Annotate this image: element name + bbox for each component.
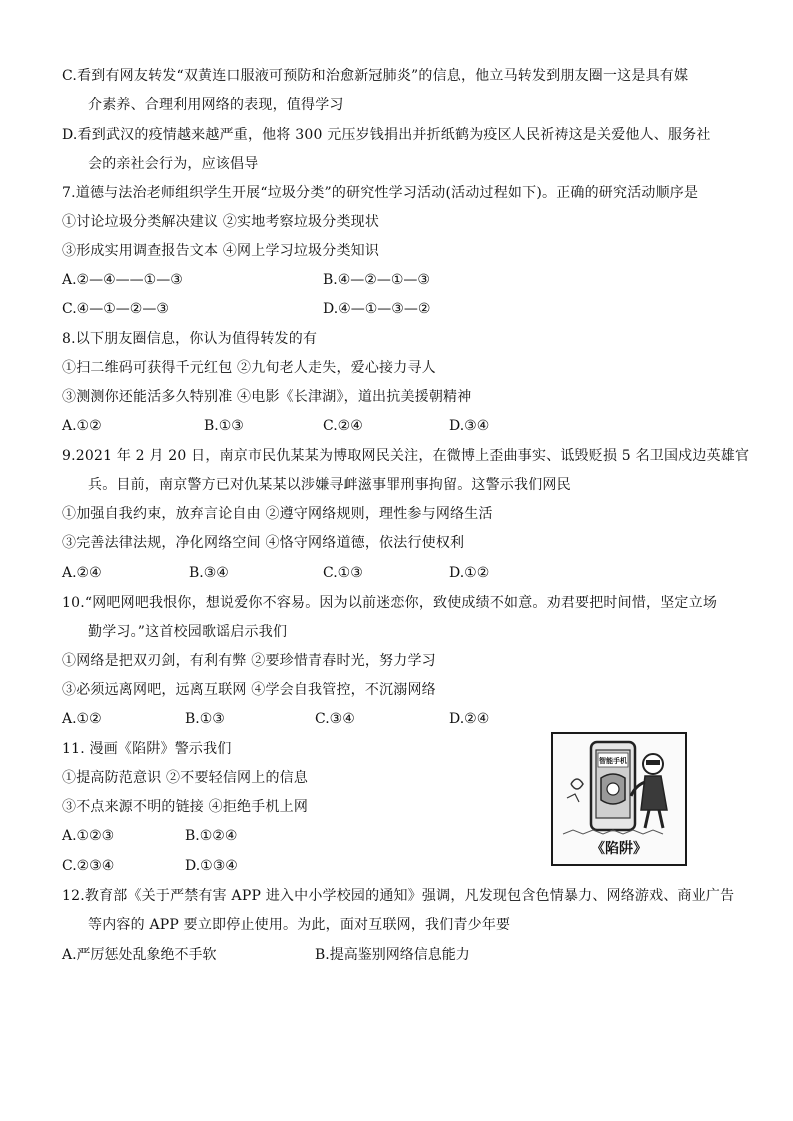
q7-statements-1: ①讨论垃圾分类解决建议 ②实地考察垃圾分类现状 [62,214,380,230]
q6-option-d-line2: 会的亲社会行为，应该倡导 [88,156,259,172]
q11-stem: 11. 漫画《陷阱》警示我们 [62,741,232,757]
person-sunglasses [646,760,660,765]
q9-option-c: C.①③ [323,565,363,581]
q10-option-c: C.③④ [315,711,355,727]
q10-stem-line1: 10.“网吧网吧我恨你，想说爱你不容易。因为以前迷恋你，致使成绩不如意。劝君要把时间惜，坚定立场 [62,595,718,611]
q12-option-a: A.严厉惩处乱象绝不手软 [62,947,217,963]
q9-option-d: D.①② [449,565,490,581]
q8-statements-2: ③测测你还能活多久特别准 ④电影《长津湖》，道出抗美援朝精神 [62,389,472,405]
q6-option-c-line1: C.看到有网友转发“双黄连口服液可预防和治愈新冠肺炎”的信息，他立马转发到朋友圈一这是具有媒 [62,68,689,84]
small-figure-icon [571,779,583,789]
q11-option-a: A.①②③ [62,828,115,844]
q7-option-d: D.④—①—③—② [323,301,431,317]
q6-option-d-line1: D.看到武汉的疫情越来越严重，他将 300 元压岁钱捐出并折纸鹤为疫区人民祈祷这是关爱他人、服务社 [62,127,711,143]
q11-option-d: D.①③④ [185,858,238,874]
q9-statements-2: ③完善法律法规，净化网络空间 ④恪守网络道德，依法行使权利 [62,535,465,551]
q9-stem-line1: 9.2021 年 2 月 20 日，南京市民仇某某为博取网民关注，在微博上歪曲事实、诋毁贬损 5 名卫国戍边英雄官 [62,448,750,464]
q7-option-a: A.②—④——①—③ [62,272,183,288]
cartoon-caption: 《陷阱》 [591,841,647,857]
q6-option-c-line2: 介素养、合理利用网络的表现，值得学习 [88,97,344,113]
q9-option-a: A.②④ [62,565,102,581]
q11-statements-1: ①提高防范意识 ②不要轻信网上的信息 [62,770,309,786]
q11-statements-2: ③不点来源不明的链接 ④拒绝手机上网 [62,799,309,815]
person-body [641,776,667,810]
q8-stem: 8.以下朋友圈信息，你认为值得转发的有 [62,331,318,347]
q7-statements-2: ③形成实用调查报告文本 ④网上学习垃圾分类知识 [62,243,380,259]
q10-statements-2: ③必须远离网吧，远离互联网 ④学会自我管控，不沉溺网络 [62,682,436,698]
q11-option-c: C.②③④ [62,858,115,874]
bait-icon [607,783,619,795]
q12-option-b: B.提高鉴别网络信息能力 [315,947,470,963]
hook-icon [567,794,579,802]
q8-option-a: A.①② [62,418,102,434]
q8-statements-1: ①扫二维码可获得千元红包 ②九旬老人走失，爱心接力寻人 [62,360,436,376]
phone-label-text: 智能手机 [599,757,627,765]
q10-option-b: B.①③ [185,711,225,727]
q9-option-b: B.③④ [189,565,229,581]
q12-stem-line2: 等内容的 APP 要立即停止使用。为此，面对互联网，我们青少年要 [88,917,511,933]
q7-option-c: C.④—①—②—③ [62,301,169,317]
q10-stem-line2: 勤学习。”这首校园歌谣启示我们 [88,624,288,640]
person-legs [645,810,663,828]
q12-stem-line1: 12.教育部《关于严禁有害 APP 进入中小学校园的通知》强调，凡发现包含色情暴力、网络游戏、商业广告 [62,888,735,904]
q8-option-d: D.③④ [449,418,490,434]
q11-option-b: B.①②④ [185,828,238,844]
trap-cartoon [551,732,687,866]
q10-option-a: A.①② [62,711,102,727]
q9-stem-line2: 兵。目前，南京警方已对仇某某以涉嫌寻衅滋事罪刑事拘留。这警示我们网民 [88,477,571,493]
q9-statements-1: ①加强自我约束，放弃言论自由 ②遵守网络规则，理性参与网络生活 [62,506,493,522]
q8-option-c: C.②④ [323,418,363,434]
q10-option-d: D.②④ [449,711,490,727]
q7-option-b: B.④—②—①—③ [323,272,430,288]
q8-option-b: B.①③ [204,418,244,434]
q7-stem: 7.道德与法治老师组织学生开展“垃圾分类”的研究性学习活动(活动过程如下)。正确的研究活动顺序是 [62,185,699,201]
q10-statements-1: ①网络是把双刃剑，有利有弊 ②要珍惜青春时光，努力学习 [62,653,436,669]
